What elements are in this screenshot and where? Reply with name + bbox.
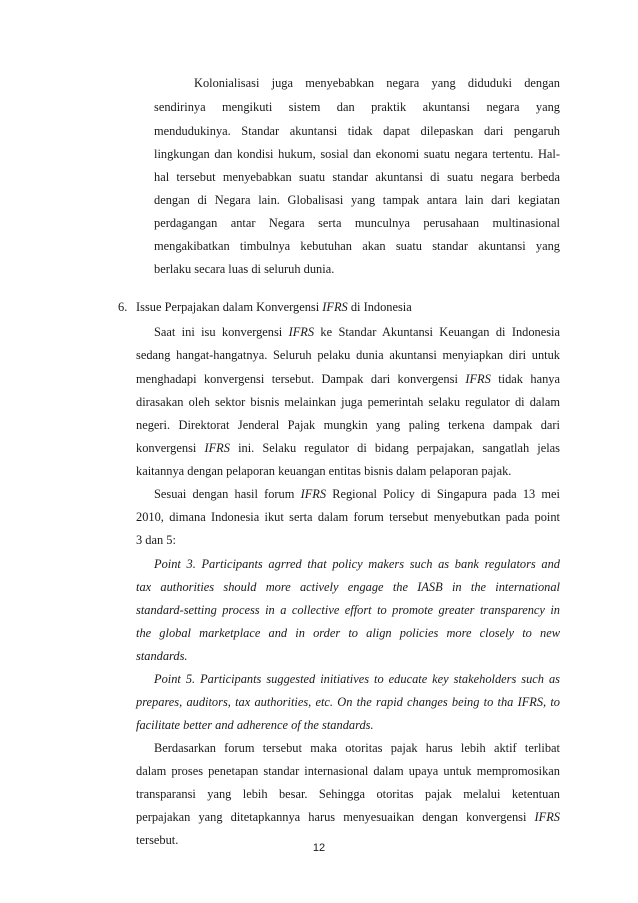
text-span: kaitannya dengan pelaporan keuangan entitas bisnis dalam pelaporan pajak. [136,464,512,478]
section-heading [136,299,412,315]
text-line: prepares, auditors, tax authorities, etc. On the rapid changes being to tha IFRS, to [136,695,560,709]
text-span: konvergensi [136,441,205,455]
text-span: tidak hanya [490,372,560,386]
text-line [136,347,560,363]
text-line [136,417,560,433]
text-line: tax authorities should more actively engage the IASB in the international [136,580,560,594]
text-span: 2010, dimana Indonesia ikut serta dalam forum tersebut menyebutkan pada point [136,510,560,524]
text-span: Saat ini isu konvergensi [154,325,289,339]
text-span: menghadapi konvergensi tersebut. Dampak dari konvergensi [136,372,466,386]
text-line: standard-setting process in a collective effort to promote greater transparency in [136,603,560,617]
text-span: perpajakan yang ditetapkannya harus menyesuaikan dengan konvergensi [136,810,535,824]
heading-text: di Indonesia [347,300,412,314]
text-line [136,371,560,387]
text-line [154,324,560,340]
italic-span: IFRS [465,372,491,386]
text-line: perdagangan antar Negara serta munculnya perusahaan multinasional [154,216,560,230]
text-span: ke Standar Akuntansi Keuangan di Indonesia [314,325,560,339]
text-span: dalam proses penetapan standar internasional dalam upaya untuk mempromosikan [136,764,560,778]
text-line: mengakibatkan timbulnya kebutuhan akan suatu standar akuntansi yang [154,239,560,253]
italic-span: IFRS [204,441,230,455]
text-line [136,786,560,802]
heading-text: Issue Perpajakan dalam Konvergensi [136,300,323,314]
italic-span: IFRS [534,810,560,824]
text-span: 3 dan 5: [136,533,176,547]
heading-italic: IFRS [322,300,348,314]
text-line: facilitate better and adherence of the standards. [136,718,374,732]
text-line: Point 3. Participants agrred that policy makers such as bank regulators and [154,557,560,571]
text-span: sedang hangat-hangatnya. Seluruh pelaku dunia akuntansi menyiapkan diri untuk [136,348,560,362]
text-span: dirasakan oleh sektor bisnis melainkan juga pemerintah selaku regulator di dalam [136,395,560,409]
italic-span: IFRS [288,325,315,339]
text-line [154,486,560,502]
text-span: negeri. Direktorat Jenderal Pajak mungkin yang paling terkena dampak dari [136,418,560,432]
text-span: Berdasarkan forum tersebut maka otoritas pajak harus lebih aktif terlibat [154,741,560,755]
text-span: Regional Policy di Singapura pada 13 mei [326,487,560,501]
text-line: mendudukinya. Standar akuntansi tidak dapat dilepaskan dari pengaruh [154,124,560,138]
text-span: Sesuai dengan hasil forum [154,487,301,501]
text-line [136,440,560,456]
text-line [136,509,560,525]
text-line: dengan di Negara lain. Globalisasi yang tampak antara lain dari kegiatan [154,193,560,207]
text-span: ini. Selaku regulator di bidang perpajakan, sangatlah jelas [229,441,560,455]
text-line [154,740,560,756]
text-line: lingkungan dan kondisi hukum, sosial dan ekonomi suatu negara tertentu. Hal- [154,147,560,161]
text-span: tersebut. [136,833,179,847]
page-number: 12 [312,842,326,854]
section-number: 6. [118,300,128,314]
text-line [136,763,560,779]
text-line [136,532,176,548]
text-line: hal tersebut menyebabkan suatu standar akuntansi di suatu negara berbeda [154,170,560,184]
text-line [136,394,560,410]
italic-span: IFRS [300,487,327,501]
text-line: Point 5. Participants suggested initiatives to educate key stakeholders such as [154,672,560,686]
text-line: Kolonialisasi juga menyebabkan negara yang diduduki dengan [194,76,560,90]
text-line: the global marketplace and in order to align policies more closely to new [136,626,560,640]
text-line: berlaku secara luas di seluruh dunia. [154,262,335,276]
text-span: transparansi yang lebih besar. Sehingga otoritas pajak melalui ketentuan [136,787,560,801]
text-line: sendirinya mengikuti sistem dan praktik akuntansi negara yang [154,100,560,114]
text-line: standards. [136,649,188,663]
text-line [136,809,560,825]
text-line [136,463,511,479]
